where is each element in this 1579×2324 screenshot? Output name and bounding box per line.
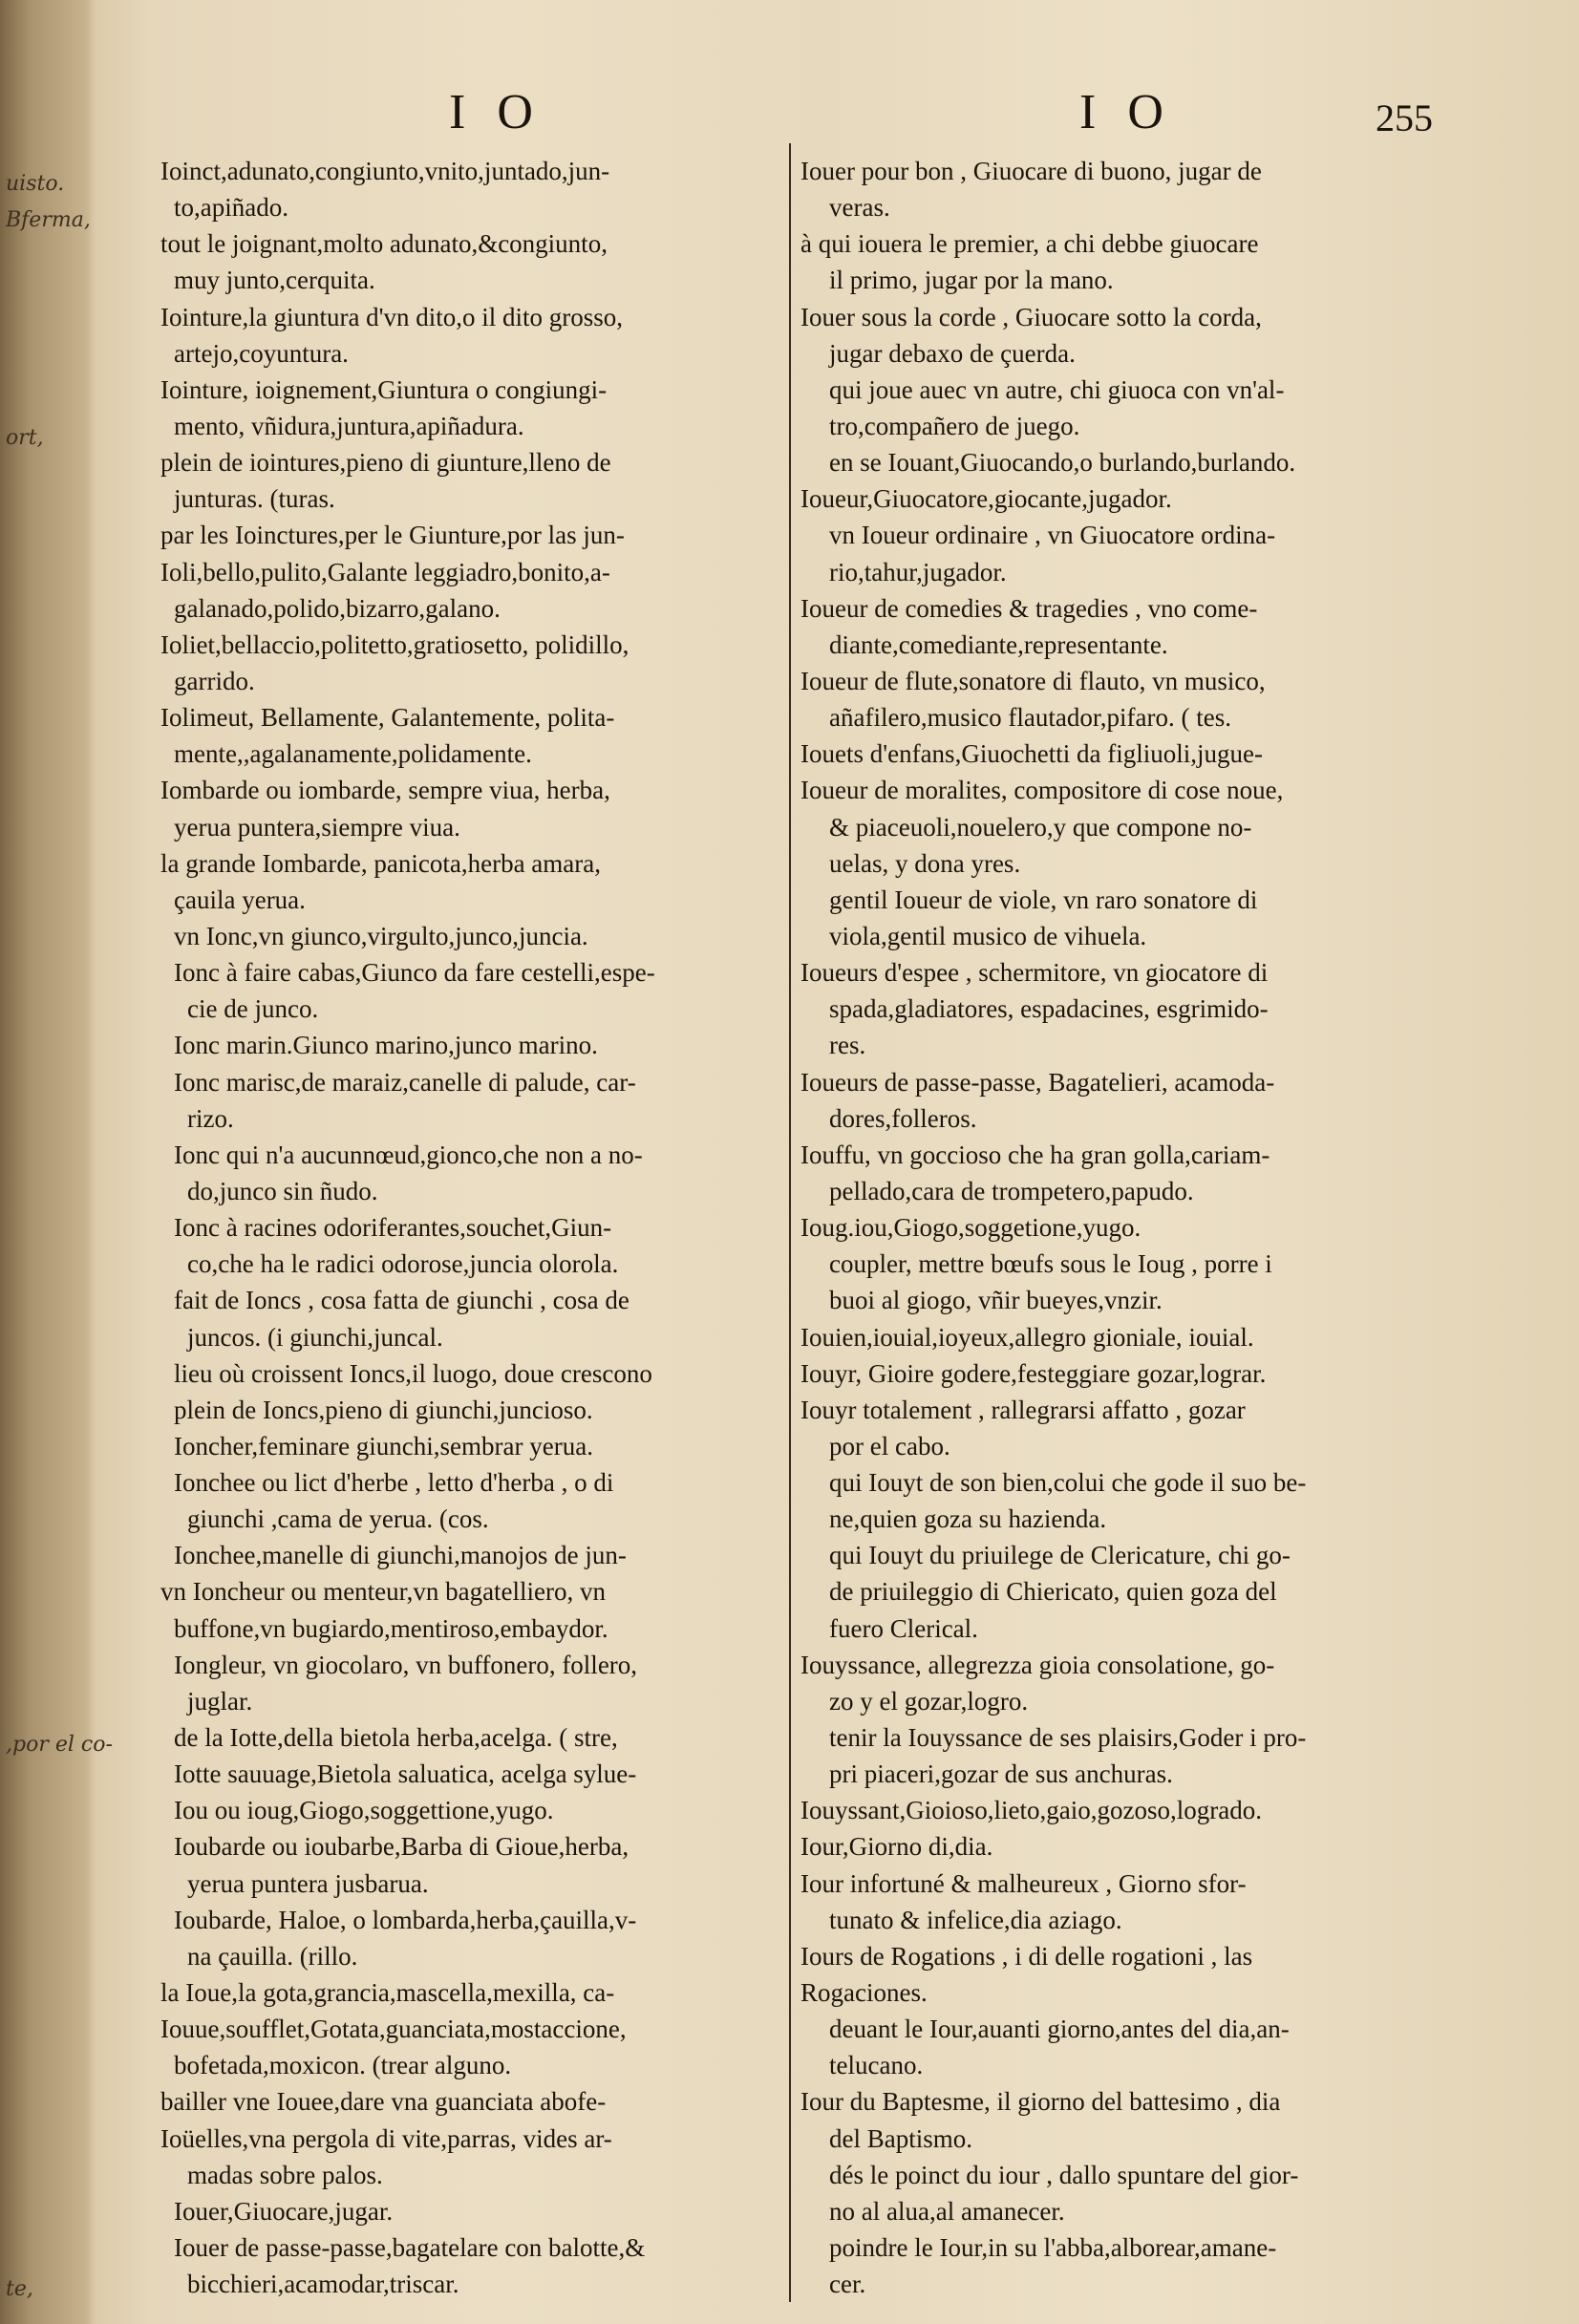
dictionary-line: Iou ou ioug,Giogo,soggettione,yugo. [174,1796,554,1825]
dictionary-line: fuero Clerical. [829,1613,978,1643]
dictionary-line: coupler, mettre bœufs sous le Ioug , porre i [829,1249,1272,1279]
dictionary-line: la Ioue,la gota,grancia,mascella,mexilla, ca- [160,1978,615,2008]
dictionary-line: lieu où croissent Ioncs,il luogo, doue crescono [174,1358,652,1388]
dictionary-line: tenir la Iouyssance de ses plaisirs,Goder i pro- [829,1723,1307,1753]
dictionary-line: poindre le Iour,in su l'abba,alborear,amane- [829,2233,1277,2263]
dictionary-line: viola,gentil musico de vihuela. [829,921,1147,950]
dictionary-line: Iours de Rogations , i di delle rogationi , las [800,1941,1253,1971]
previous-page-fragment: te, [6,2277,33,2301]
dictionary-line: dores,folleros. [829,1103,977,1133]
dictionary-line: juglar. [187,1686,253,1716]
dictionary-line: Ioueur de comedies & tragedies , vno come- [800,593,1258,623]
dictionary-line: plein de Ioncs,pieno di giunchi,junciosо. [174,1395,593,1424]
dictionary-line: pellado,cara de trompetero,papudo. [829,1176,1194,1205]
dictionary-line: del Baptismo. [829,2123,972,2153]
previous-page-fragment: Bferma, [6,208,91,232]
left-running-head: I O [449,85,543,139]
dictionary-line: bailler vne Iouee,dare vna guanciata abofe- [160,2087,607,2117]
dictionary-line: Ionchee ou lict d'herbe , letto d'herba , o di [174,1468,614,1498]
dictionary-line: cer. [829,2270,866,2299]
dictionary-line: cie de junco. [187,994,319,1024]
dictionary-line: rizo. [187,1103,234,1133]
dictionary-line: par les Ioinctures,per le Giunture,por las jun- [160,521,625,550]
dictionary-line: tout le joignant,molto adunato,&congiunto, [160,229,608,259]
dictionary-line: gentil Ioueur de violе, vn raro sonatore di [829,885,1258,914]
dictionary-line: Ioubarde ou ioubarbe,Barba di Gioue,herba, [174,1832,629,1862]
dictionary-line: rio,tahur,jugador. [829,557,1007,586]
dictionary-line: il primo, jugar por la mano. [829,266,1114,295]
dictionary-line: fait de Ioncs , cosa fatta de giunchi , cosa de [174,1286,629,1315]
column-rule [789,143,791,2302]
dictionary-line: vn Ioncheur ou menteur,vn bagatelliero, vn [160,1577,607,1607]
dictionary-line: bofetada,moxicon. (trear alguno. [174,2051,512,2080]
dictionary-line: añafilero,musico flautador,pifaro. ( tes. [829,703,1232,733]
dictionary-line: Iouer de passe-passe,bagatelare con balotte,& [174,2233,646,2263]
dictionary-line: de la Iotte,della bietola herba,acelga. ( stre, [174,1723,618,1753]
dictionary-line: pri piaceri,gozar de sus anchuras. [829,1759,1173,1789]
dictionary-line: Ionc à racines odoriferantes,souchet,Giun- [174,1213,612,1243]
dictionary-line: ne,quien goza su hazienda. [829,1504,1107,1534]
dictionary-line: diante,comediante,representante. [829,629,1168,659]
dictionary-line: Ionc marin.Giunco marino,junco marino. [174,1031,598,1060]
dictionary-line: Ioli,bello,pulito,Galante leggiadro,bonito,a- [160,557,610,586]
dictionary-line: Ionc qui n'a aucunnœud,gionco,che non a no- [174,1140,643,1169]
dictionary-line: Iouyssance, allegrezza gioia consolatione, go- [800,1650,1275,1679]
dictionary-line: artejo,coyuntura. [174,338,349,368]
dictionary-line: zo y el gozar,logro. [829,1686,1029,1716]
dictionary-line: mente,,agalanamente,polidamente. [174,739,532,769]
dictionary-line: Ionchee,manelle di giunchi,manojos de jun- [174,1541,627,1570]
dictionary-line: plein de iointures,pieno di giunture,lleno de [160,448,611,478]
dictionary-line: dés le poinct du iour , dallo spuntare del gior- [829,2160,1299,2189]
dictionary-line: Iouien,iouial,ioyeux,allegro gioniale, iouial. [800,1322,1254,1352]
dictionary-line: çauila yerua. [174,885,306,914]
dictionary-line: Ioueurs de passe-passe, Bagatelieri, acamoda- [800,1067,1275,1097]
dictionary-line: Iouyssant,Gioioso,lieto,gaio,gozoso,logrado. [800,1796,1262,1825]
dictionary-line: Iouyr, Gioire godere,festeggiare gozar,lograr. [800,1358,1267,1388]
right-running-head: I O [1079,85,1173,139]
dictionary-line: buoi al giogo, vñir bueyes,vnzir. [829,1286,1163,1315]
dictionary-line: bicchieri,acamodar,triscar. [187,2270,459,2299]
dictionary-line: Ioueur de moralites, compositore di cose noue, [800,776,1284,805]
dictionary-line: tro,compañero de juego. [829,411,1080,440]
dictionary-line: Iouyr totalement , rallegrarsi affatto , gozar [800,1395,1246,1424]
dictionary-line: telucano. [829,2051,924,2080]
dictionary-line: muy junto,cerquita. [174,266,375,295]
dictionary-line: Iongleur, vn giocolaro, vn buffonero, follero, [174,1650,638,1679]
dictionary-line: qui Iouyt du priuilege de Clericature, chi go- [829,1541,1291,1570]
dictionary-line: do,junco sin ñudo. [187,1176,378,1205]
dictionary-line: Iour infortuné & malheureux , Giorno sfor- [800,1868,1247,1898]
dictionary-line: Ionc à faire cabas,Giunco da fare cestelli,espe- [174,958,655,988]
dictionary-line: uelas, y dona yres. [829,848,1021,878]
dictionary-line: Ioinct,adunato,congiunto,vnito,juntado,jun- [160,157,610,185]
dictionary-line: Iombarde ou iombarde, sempre viua, herba, [160,776,610,805]
dictionary-line: Iouer sous la corde , Giuocare sotto la corda, [800,302,1262,331]
dictionary-line: garrido. [174,666,255,695]
dictionary-line: en se Iouant,Giuocando,o burlando,burlando. [829,448,1296,478]
dictionary-line: Iolimeut, Bellamente, Galantemente, polita- [160,703,615,733]
previous-page-margin [0,0,113,2324]
dictionary-line: yerua puntera jusbarua. [187,1868,429,1898]
dictionary-line: Ioliet,bellaccio,politetto,gratiosetto, polidillo, [160,629,629,659]
dictionary-line: Ioueur,Giuocatore,giocante,jugador. [800,484,1172,514]
dictionary-line: à qui iouera le premier, a chi debbe giuocare [800,229,1259,259]
dictionary-line: qui Iouyt de son bien,colui che gode il suo be- [829,1468,1307,1498]
previous-page-fragment: ,por el co- [6,1733,113,1757]
dictionary-line: juncos. (i giunchi,juncal. [187,1322,443,1352]
dictionary-line: qui joue auec vn autre, chi giuoca con vn'al- [829,374,1285,404]
dictionary-line: na çauilla. (rillo. [187,1941,358,1971]
dictionary-line: Iointure, ioignement,Giuntura o congiungi- [160,374,608,404]
dictionary-line: de priuileggio di Chiericato, quien goza del [829,1577,1277,1607]
right-column [800,153,1412,2302]
dictionary-line: tunato & infelice,dia aziago. [829,1905,1122,1934]
page-number: 255 [1376,96,1433,139]
dictionary-line: Iouer,Giuocare,jugar. [174,2196,394,2226]
previous-page-fragment: uisto. [6,172,65,196]
dictionary-line: mento, vñidura,juntura,apiñadura. [174,411,524,440]
dictionary-line: Iouer pour bon , Giuocare di buono, jugar de [800,157,1262,185]
dictionary-line: Iouets d'enfans,Giuochetti da figliuoli,jugue- [800,739,1263,769]
dictionary-line: galanado,polido,bizarro,galano. [174,593,501,623]
dictionary-line: Iointure,la giuntura d'vn dito,o il dito grosso, [160,302,624,331]
dictionary-line: jugar debaxo de çuerda. [829,338,1076,368]
left-column [160,153,772,2302]
previous-page-fragment: ort, [6,426,44,450]
dictionary-line: & piaceuoli,nouelero,y que compone no- [829,812,1252,842]
dictionary-line: Ioueur de flute,sonatore di flauto, vn musico, [800,666,1266,695]
dictionary-line: giunchi ,cama de yerua. (cos. [187,1504,489,1534]
dictionary-line: Iouue,soufflet,Gotata,guanciata,mostaccione, [160,2015,627,2044]
dictionary-line: madas sobre palos. [187,2160,383,2189]
dictionary-line: Ioug.iou,Giogo,soggetione,yugo. [800,1213,1142,1243]
dictionary-line: to,apiñado. [174,193,288,223]
dictionary-line: no al alua,al amanecer. [829,2196,1065,2226]
dictionary-line: Iour,Giorno di,dia. [800,1832,993,1862]
dictionary-line: la grande Iombarde, panicota,herba amara, [160,848,602,878]
dictionary-line: Iouffu, vn gocciosо che ha gran golla,cariam- [800,1140,1270,1169]
dictionary-line: junturas. (turas. [174,484,335,514]
dictionary-line: buffone,vn bugiardo,mentiroso,embaydor. [174,1613,608,1643]
dictionary-line: Ioubarde, Haloe, o lombarda,herba,çauilla,v- [174,1905,637,1934]
dictionary-line: yerua puntera,siempre viua. [174,812,460,842]
dictionary-line: Ioüelles,vna pergola di vite,parras, vides ar- [160,2123,612,2153]
dictionary-line: co,che ha le radici odorose,juncia olorola. [187,1249,619,1279]
dictionary-line: Iotte sauuage,Bietola saluatica, acelga sylue- [174,1759,637,1789]
dictionary-line: veras. [829,193,890,223]
dictionary-line: por el cabo. [829,1431,950,1460]
dictionary-line: vn Ionc,vn giunco,virgulto,junco,juncia. [174,921,588,950]
dictionary-line: Ioncher,feminare giunchi,sembrar yerua. [174,1431,593,1460]
dictionary-line: Ioueurs d'espee , schermitore, vn giocatore di [800,958,1269,988]
dictionary-line: vn Ioueur ordinaire , vn Giuocatore ordina- [829,521,1276,550]
dictionary-line: Iour du Baptesme, il giorno del battesimo , dia [800,2087,1281,2117]
dictionary-line: res. [829,1031,866,1060]
dictionary-line: spada,gladiatores, espadacines, esgrimido- [829,994,1269,1024]
dictionary-line: deuant le Iour,auanti giorno,antes del dia,an- [829,2015,1290,2044]
dictionary-line: Rogaciones. [800,1978,928,2008]
dictionary-line: Ionc marisc,de maraiz,canelle di palude, car- [174,1067,636,1097]
